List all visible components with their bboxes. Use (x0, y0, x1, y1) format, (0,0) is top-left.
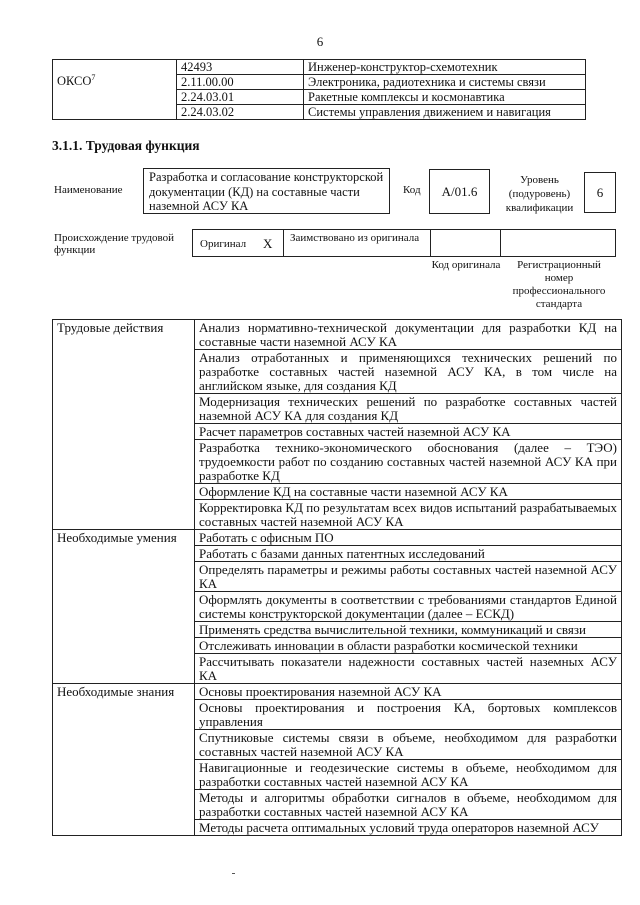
requirement-item: Навигационные и геодезические системы в объеме, необходимом для разработки составных частей наземной АСУ КА (195, 760, 622, 790)
okso-code: 2.24.03.01 (177, 90, 304, 105)
okso-code: 42493 (177, 60, 304, 75)
function-code-box (429, 169, 490, 214)
original-label: Оригинал (200, 238, 247, 250)
requirement-item: Применять средства вычислительной техники, коммуникаций и связи (195, 622, 622, 638)
table-row (53, 684, 622, 700)
function-name-box (143, 168, 390, 214)
requirement-item: Оформлять документы в соответствии с требованиями стандартов Единой системы конструкторской документации (далее – ЕСКД) (195, 592, 622, 622)
requirement-item: Разработка технико-экономического обоснования (далее – ТЭО) трудоемкости работ по созданию составных частей наземной АСУ КА при разработке КД (195, 440, 622, 484)
page-number: 6 (316, 34, 324, 49)
requirement-item: Спутниковые системы связи в объеме, необходимом для разработки составных частей наземной АСУ КА (195, 730, 622, 760)
level-value: 6 (596, 185, 604, 200)
okso-label: ОКСО (57, 74, 92, 88)
reg-number-box (501, 229, 616, 257)
requirement-item: Методы расчета оптимальных условий труда операторов наземной АСУ (195, 820, 622, 836)
requirement-item: Основы проектирования и построения КА, бортовых комплексов управления (195, 700, 622, 730)
requirement-item: Отслеживать инновации в области разработки космической техники (195, 638, 622, 654)
requirement-item: Методы и алгоритмы обработки сигналов в объеме, необходимом для разработки составных частей наземной АСУ КА (195, 790, 622, 820)
name-label: Наименование (54, 184, 123, 196)
section-heading: Необходимые умения (53, 530, 195, 684)
requirement-item: Корректировка КД по результатам всех видов испытаний разрабатываемых составных частей наземной АСУ КА (195, 500, 622, 530)
section-heading: Необходимые знания (53, 684, 195, 836)
original-code-box (431, 229, 501, 257)
borrowed-label: Заимствовано из оригинала (290, 232, 420, 244)
original-code-label: Код оригинала (431, 259, 501, 271)
table-row (53, 320, 622, 350)
requirement-item: Основы проектирования наземной АСУ КА (195, 684, 622, 700)
requirement-item: Определять параметры и режимы работы составных частей наземной АСУ КА (195, 562, 622, 592)
origin-label: Происхождение трудовой функции (54, 232, 175, 256)
section-heading: Трудовые действия (53, 320, 195, 530)
function-table (52, 319, 622, 836)
requirement-item: Рассчитывать показатели надежности составных частей наземных АСУ КА (195, 654, 622, 684)
requirement-item: Анализ нормативно-технической документации для разработки КД на составные части наземной АСУ КА (195, 320, 622, 350)
original-mark: X (263, 236, 273, 251)
okso-label-cell (53, 60, 177, 120)
okso-name: Электроника, радиотехника и системы связи (304, 75, 586, 90)
requirement-item: Оформление КД на составные части наземной АСУ КА (195, 484, 622, 500)
okso-code: 2.24.03.02 (177, 105, 304, 120)
requirement-item: Модернизация технических решений по разработке составных частей наземной АСУ КА для создания КД (195, 394, 622, 424)
original-box (192, 229, 284, 257)
section-title: 3.1.1. Трудовая функция (52, 138, 200, 153)
okso-name: Системы управления движением и навигация (304, 105, 586, 120)
okso-name: Инженер-конструктор-схемотехник (304, 60, 586, 75)
level-value-box (584, 172, 616, 213)
okso-footnote-mark: 7 (91, 72, 96, 82)
function-name: Разработка и согласование конструкторской документации (КД) на составные части наземной АСУ КА (149, 170, 384, 213)
requirement-item: Работать с офисным ПО (195, 530, 622, 546)
table-row (53, 530, 622, 546)
okso-code: 2.11.00.00 (177, 75, 304, 90)
requirement-item: Анализ отработанных и применяющихся технических решений по разработке составных частей наземной АСУ КА, в том числе на английском языке, для создания КД (195, 350, 622, 394)
okso-table (52, 59, 586, 120)
okso-name: Ракетные комплексы и космонавтика (304, 90, 586, 105)
table-row (53, 60, 586, 75)
code-label: Код (403, 184, 421, 196)
scan-speck (232, 873, 235, 874)
level-label: Уровень (подуровень) квалификации (505, 174, 574, 214)
requirement-item: Расчет параметров составных частей наземной АСУ КА (195, 424, 622, 440)
requirement-item: Работать с базами данных патентных исследований (195, 546, 622, 562)
function-code: A/01.6 (441, 184, 478, 199)
borrowed-box (284, 229, 431, 257)
reg-number-label: Регистрационный номер профессионального стандарта (512, 259, 606, 310)
